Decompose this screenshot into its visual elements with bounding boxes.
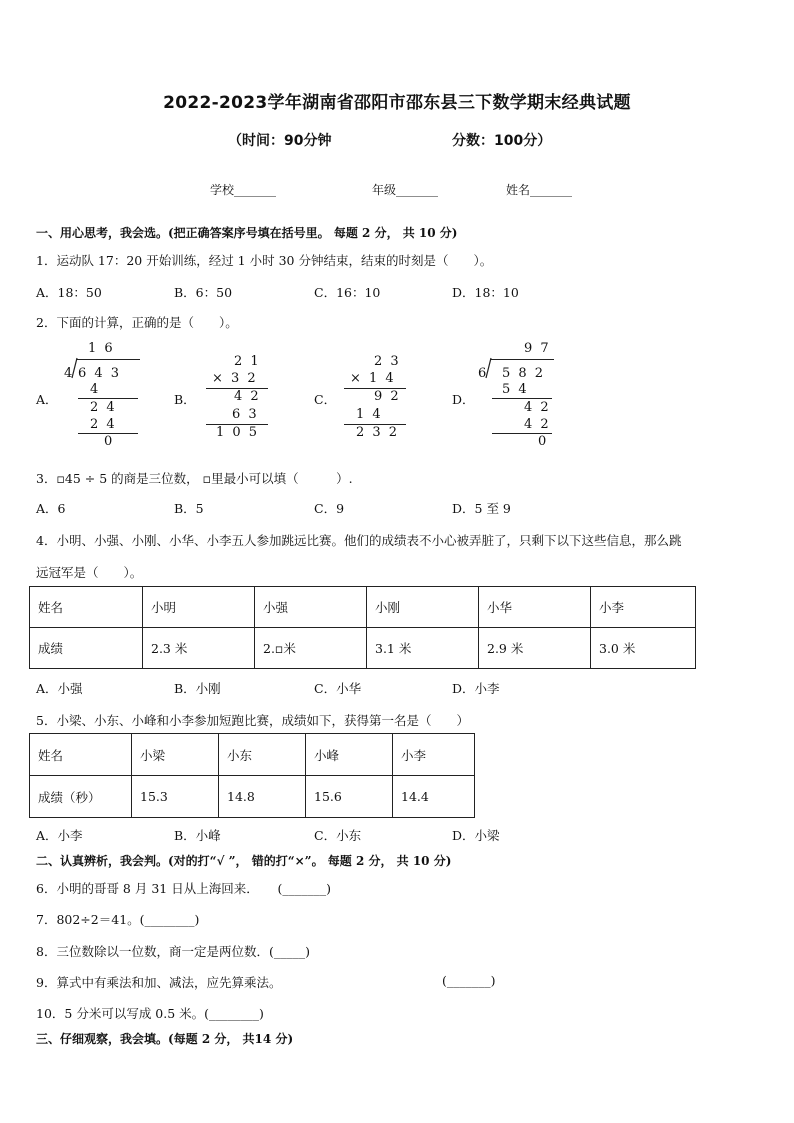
name-field: 姓名_______ bbox=[506, 183, 573, 197]
table-header-cell: 小强 bbox=[255, 587, 367, 628]
calc-d-remainder2: 0 bbox=[538, 434, 549, 449]
q2-option-b: B． bbox=[174, 392, 196, 407]
exam-time: （时间：90分钟 bbox=[228, 133, 332, 149]
table-header-cell: 小东 bbox=[219, 734, 306, 776]
calc-b-result: 1 0 5 bbox=[216, 425, 260, 440]
q4-option-a: A．小强 bbox=[36, 681, 83, 696]
calc-c-result: 2 3 2 bbox=[356, 425, 400, 440]
q3-option-c: C．9 bbox=[314, 501, 345, 516]
question-9: 9．算式中有乘法和加、减法，应先算乘法。 bbox=[36, 975, 282, 990]
table-cell: 成绩（秒） bbox=[30, 776, 132, 818]
q3-option-d: D．5 至 9 bbox=[452, 501, 511, 516]
table-cell: 2.▫米 bbox=[255, 628, 367, 669]
grade-field: 年级_______ bbox=[372, 183, 439, 197]
table-header-cell: 小梁 bbox=[132, 734, 219, 776]
question-2: 2．下面的计算，正确的是（ ）。 bbox=[36, 315, 238, 330]
calc-b-multiplicand: 2 1 bbox=[234, 354, 261, 369]
q1-option-d: D．18：10 bbox=[452, 285, 519, 300]
q5-option-b: B．小峰 bbox=[174, 828, 221, 843]
table-header-cell: 小峰 bbox=[306, 734, 393, 776]
q5-option-d: D．小梁 bbox=[452, 828, 500, 843]
calc-a-remainder2: 0 bbox=[104, 434, 115, 449]
q5-option-c: C．小东 bbox=[314, 828, 362, 843]
table-cell: 15.3 bbox=[132, 776, 219, 818]
calc-d-quotient: 9 7 bbox=[524, 341, 551, 356]
q3-option-a: A．6 bbox=[36, 501, 66, 516]
q4-option-c: C．小华 bbox=[314, 681, 362, 696]
calc-c-multiplication bbox=[338, 354, 418, 444]
calc-d-step1: 5 4 bbox=[502, 382, 529, 397]
table-cell: 14.8 bbox=[219, 776, 306, 818]
calc-b-partial2: 6 3 bbox=[232, 407, 259, 422]
calc-d-division-bar bbox=[490, 359, 554, 360]
q5-option-a: A．小李 bbox=[36, 828, 83, 843]
table-header-cell: 小李 bbox=[393, 734, 475, 776]
table-header-cell: 姓名 bbox=[30, 587, 143, 628]
calc-b-multiplier: × 3 2 bbox=[212, 371, 258, 386]
table-header-cell: 小明 bbox=[143, 587, 255, 628]
long-jump-table bbox=[29, 586, 696, 669]
table-cell: 2.9 米 bbox=[479, 628, 591, 669]
calc-b-multiplication bbox=[198, 354, 278, 444]
table-row bbox=[30, 776, 475, 818]
question-5: 5．小梁、小东、小峰和小李参加短跑比赛，成绩如下，获得第一名是（ ） bbox=[36, 713, 469, 728]
question-1: 1．运动队 17：20 开始训练，经过 1 小时 30 分钟结束，结束的时刻是（ ）。 bbox=[36, 253, 493, 268]
calc-d-dividend: 5 8 2 bbox=[502, 366, 546, 381]
q2-option-a: A． bbox=[36, 392, 58, 407]
table-header-cell: 小刚 bbox=[367, 587, 479, 628]
calc-a-line1 bbox=[78, 398, 138, 399]
question-6: 6．小明的哥哥 8 月 31 日从上海回来． (_______) bbox=[36, 881, 331, 896]
question-10: 10．5 分米可以写成 0.5 米。(________) bbox=[36, 1006, 264, 1021]
table-cell: 成绩 bbox=[30, 628, 143, 669]
calc-a-divisor: 4 bbox=[64, 366, 75, 381]
calc-c-partial1: 9 2 bbox=[374, 389, 401, 404]
sprint-table bbox=[29, 733, 475, 818]
table-header-cell: 小李 bbox=[591, 587, 696, 628]
q4-option-b: B．小刚 bbox=[174, 681, 221, 696]
table-cell: 15.6 bbox=[306, 776, 393, 818]
calc-a-step2: 2 4 bbox=[90, 417, 117, 432]
question-4-line2: 远冠军是（ ）。 bbox=[36, 565, 143, 580]
q4-option-d: D．小李 bbox=[452, 681, 500, 696]
calc-a-long-division bbox=[64, 340, 144, 452]
question-4-line1: 4．小明、小强、小刚、小华、小李五人参加跳远比赛。他们的成绩表不小心被弄脏了，只剩下以下这些信息，那么跳 bbox=[36, 533, 682, 548]
calc-a-step1: 4 bbox=[90, 382, 101, 397]
section-1-heading: 一、用心思考，我会选。(把正确答案序号填在括号里。 每题 2 分， 共 10 分) bbox=[36, 226, 458, 240]
calc-a-division-bar bbox=[76, 359, 140, 360]
q3-option-b: B．5 bbox=[174, 501, 204, 516]
section-3-heading: 三、仔细观察，我会填。(每题 2 分， 共14 分) bbox=[36, 1032, 294, 1046]
q1-option-c: C．16：10 bbox=[314, 285, 381, 300]
table-row bbox=[30, 587, 696, 628]
table-header-cell: 姓名 bbox=[30, 734, 132, 776]
calc-d-line1 bbox=[492, 398, 552, 399]
table-row bbox=[30, 734, 475, 776]
calc-d-step2: 4 2 bbox=[524, 417, 551, 432]
calc-c-multiplicand: 2 3 bbox=[374, 354, 401, 369]
q2-option-d: D． bbox=[452, 392, 475, 407]
table-cell: 14.4 bbox=[393, 776, 475, 818]
school-field: 学校_______ bbox=[210, 183, 277, 197]
calc-d-long-division bbox=[478, 340, 558, 452]
q2-option-c: C． bbox=[314, 392, 337, 407]
question-8: 8．三位数除以一位数，商一定是两位数．(_____) bbox=[36, 944, 310, 959]
table-header-cell: 小华 bbox=[479, 587, 591, 628]
table-cell: 2.3 米 bbox=[143, 628, 255, 669]
question-7: 7．802÷2＝41。(________) bbox=[36, 912, 200, 927]
calc-a-dividend: 6 4 3 bbox=[78, 366, 122, 381]
table-cell: 3.1 米 bbox=[367, 628, 479, 669]
table-row bbox=[30, 628, 696, 669]
exam-score: 分数：100分） bbox=[452, 133, 552, 149]
q1-option-b: B．6：50 bbox=[174, 285, 233, 300]
calc-d-divisor: 6 bbox=[478, 366, 489, 381]
page-title: 2022-2023学年湖南省邵阳市邵东县三下数学期末经典试题 bbox=[163, 93, 631, 113]
calc-b-partial1: 4 2 bbox=[234, 389, 261, 404]
section-2-heading: 二、认真辨析，我会判。(对的打“√ ”， 错的打“×”。 每题 2 分， 共 10 分) bbox=[36, 854, 452, 868]
question-3: 3．▫45 ÷ 5 的商是三位数， ▫里最小可以填（ ）. bbox=[36, 471, 353, 486]
calc-a-remainder1: 2 4 bbox=[90, 400, 117, 415]
table-cell: 3.0 米 bbox=[591, 628, 696, 669]
calc-c-partial2: 1 4 bbox=[356, 407, 383, 422]
calc-c-multiplier: × 1 4 bbox=[350, 371, 396, 386]
question-9-answer-blank: (_______) bbox=[442, 973, 496, 988]
calc-a-quotient: 1 6 bbox=[88, 341, 115, 356]
q1-option-a: A．18：50 bbox=[36, 285, 102, 300]
calc-d-remainder1: 4 2 bbox=[524, 400, 551, 415]
